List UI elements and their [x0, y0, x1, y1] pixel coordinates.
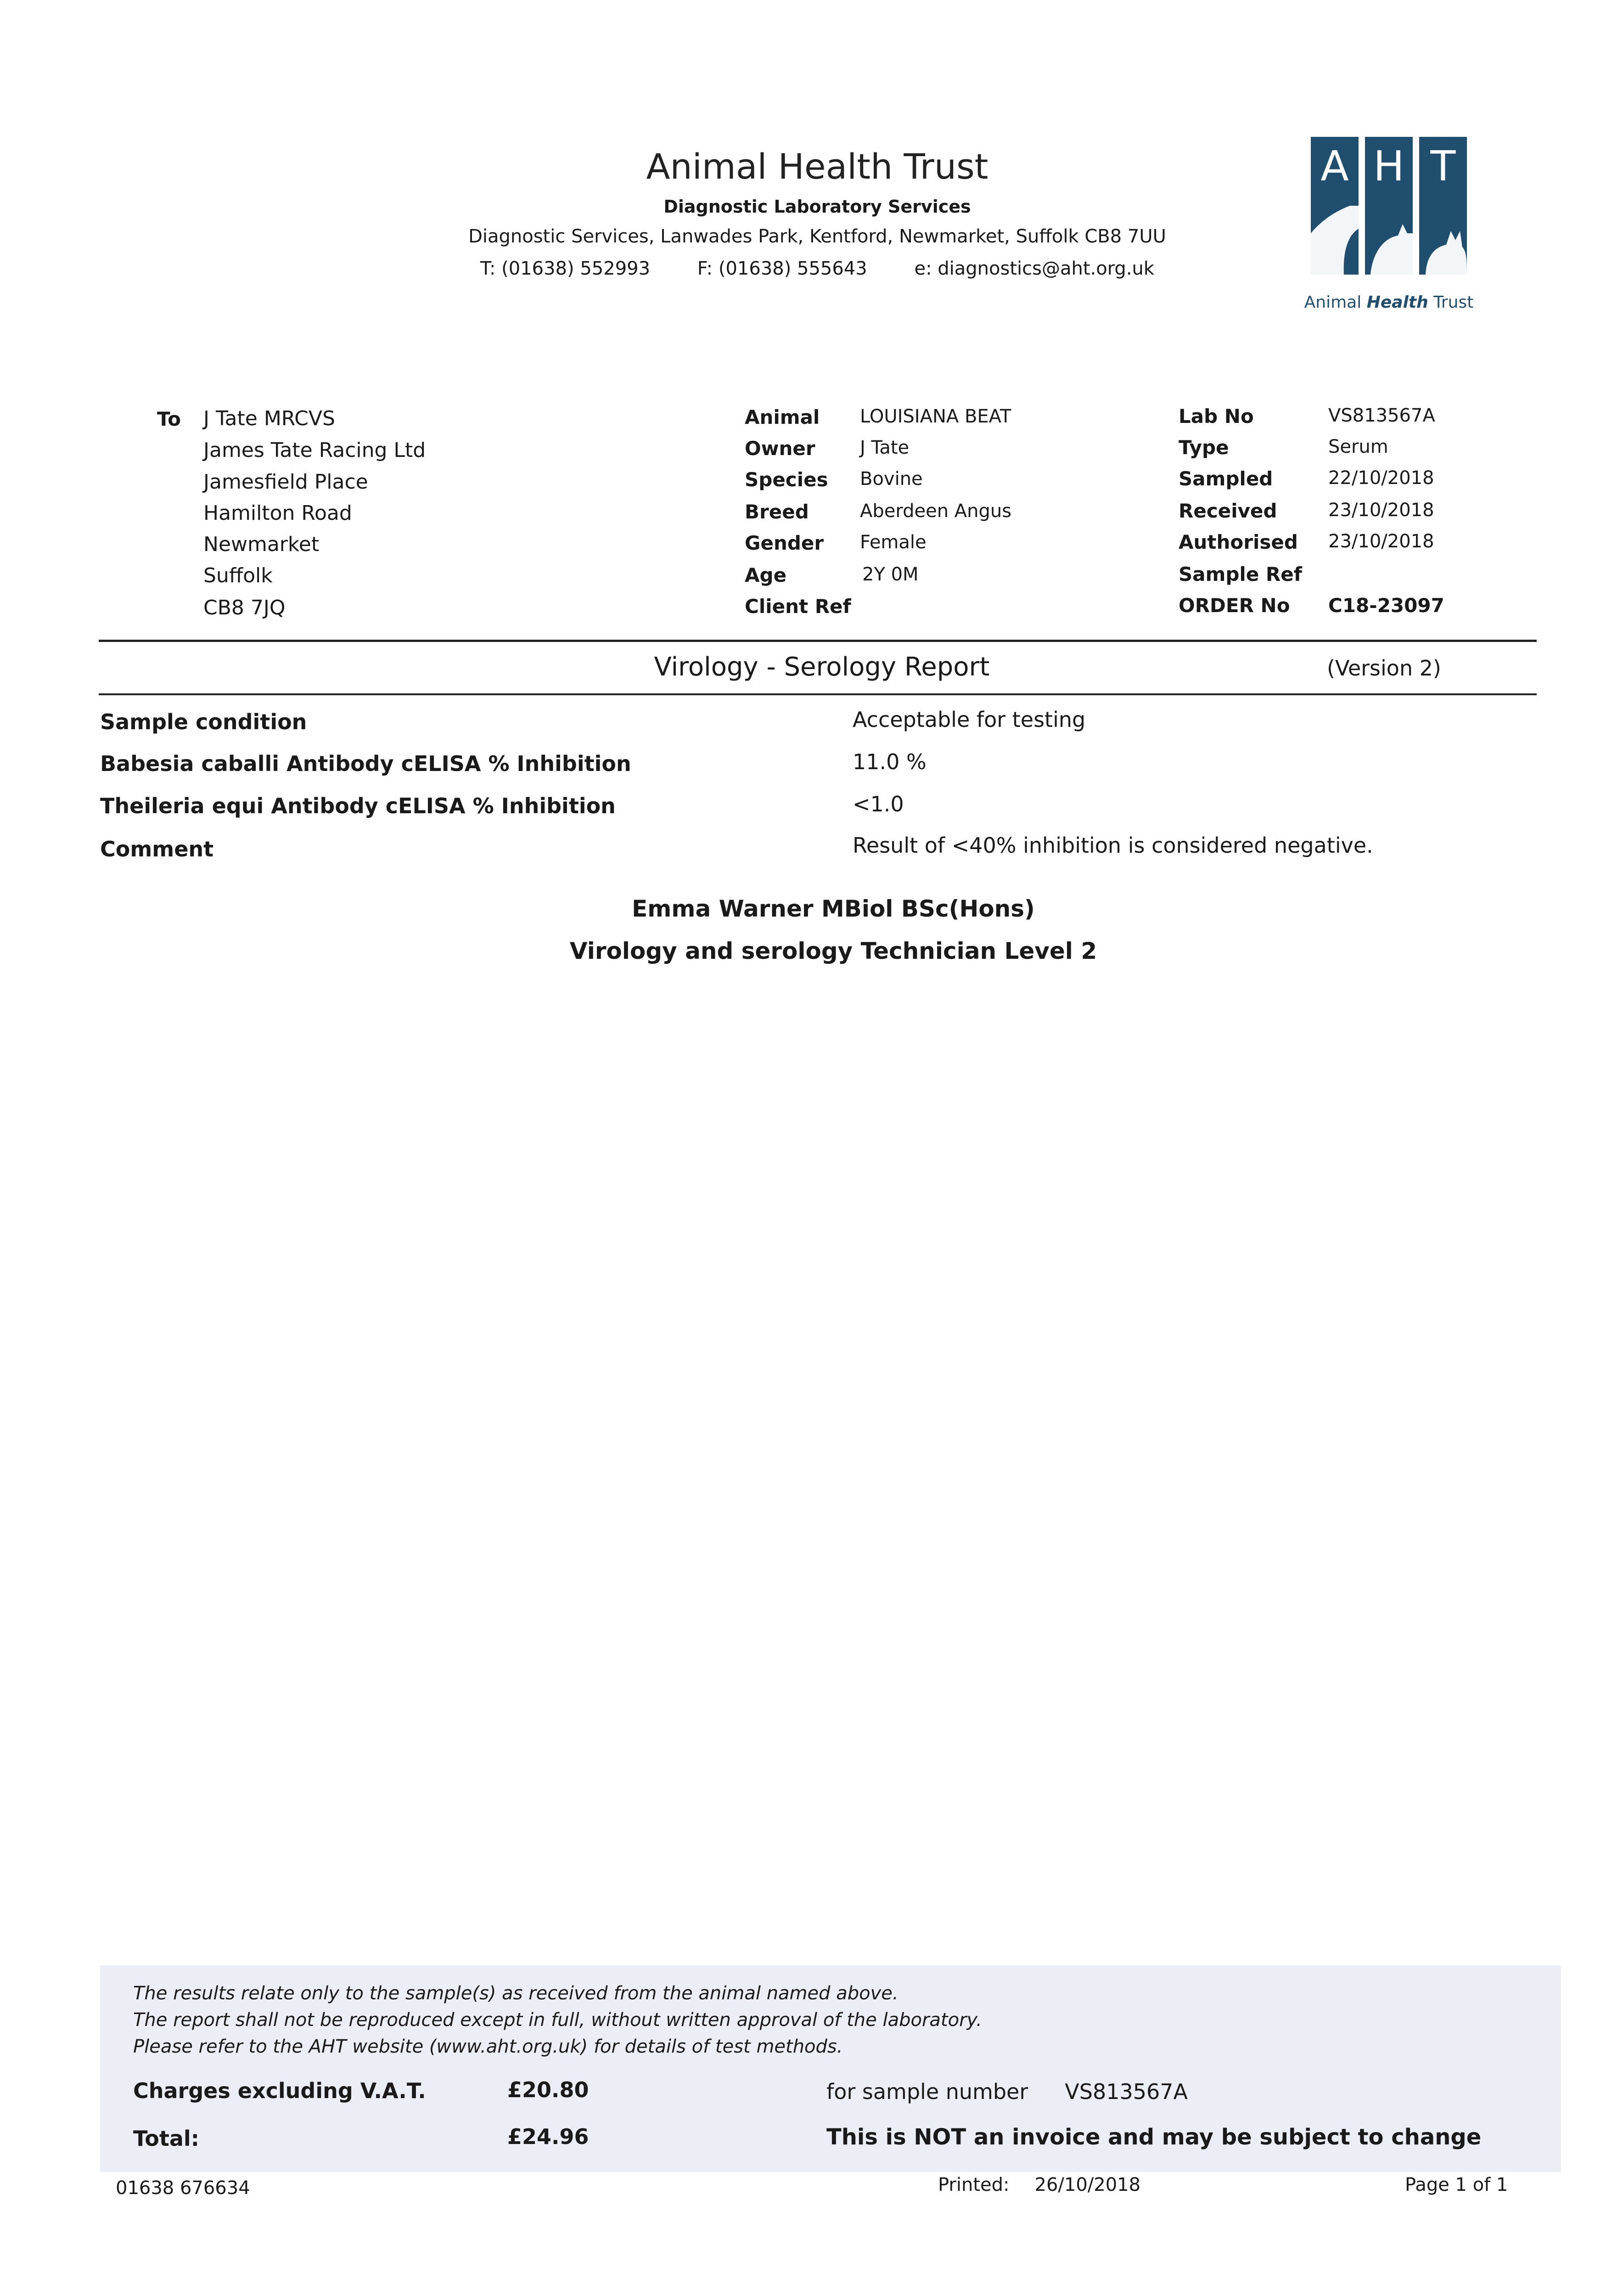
- divider: [99, 693, 1537, 695]
- recipient-line: Suffolk: [203, 564, 273, 587]
- sample-number-value: VS813567A: [1065, 2079, 1188, 2104]
- report-title: Virology - Serology Report: [654, 652, 990, 682]
- organization-address: Diagnostic Services, Lanwades Park, Kentford, Newmarket, Suffolk CB8 7UU: [468, 226, 1166, 247]
- logo-caption: Animal Health Trust: [1304, 293, 1474, 312]
- recipient-line: CB8 7JQ: [203, 596, 286, 619]
- sample-ref-label: Sample Ref: [1179, 563, 1303, 585]
- signatory-title: Virology and serology Technician Level 2: [569, 938, 1097, 964]
- signatory-name: Emma Warner MBiol BSc(Hons): [632, 895, 1035, 922]
- phone-number: T: (01638) 552993: [480, 258, 651, 279]
- for-sample-number: for sample number VS813567A: [826, 2079, 1188, 2104]
- page-number: Page 1 of 1: [1405, 2174, 1508, 2195]
- not-invoice-notice: This is NOT an invoice and may be subject to change: [826, 2124, 1482, 2150]
- type-value: Serum: [1328, 436, 1388, 457]
- result-label: Babesia caballi Antibody cELISA % Inhibition: [100, 751, 631, 776]
- recipient-line: James Tate Racing Ltd: [203, 439, 426, 462]
- printed-date: Printed: 26/10/2018: [938, 2174, 1141, 2195]
- total-value: £24.96: [507, 2124, 589, 2149]
- to-label: To: [157, 408, 181, 430]
- fax-number: F: (01638) 555643: [697, 258, 867, 279]
- email-address[interactable]: e: diagnostics@aht.org.uk: [914, 258, 1155, 279]
- footer-note: The report shall not be reproduced except in full, without written approval of the laboratory.: [133, 2009, 982, 2031]
- total-label: Total:: [133, 2126, 200, 2151]
- owner-value: J Tate: [860, 437, 910, 458]
- animal-value: LOUISIANA BEAT: [860, 406, 1011, 427]
- sampled-value: 22/10/2018: [1328, 467, 1434, 489]
- received-label: Received: [1179, 500, 1277, 522]
- recipient-line: J Tate MRCVS: [203, 407, 335, 430]
- sampled-label: Sampled: [1179, 467, 1273, 490]
- aht-logo: [1311, 137, 1467, 275]
- divider: [99, 640, 1537, 642]
- animal-label: Animal: [745, 406, 820, 428]
- comment-value: Result of <40% inhibition is considered negative.: [853, 833, 1373, 858]
- report-version: (Version 2): [1327, 656, 1441, 681]
- order-no-value: C18-23097: [1328, 594, 1444, 617]
- charges-label: Charges excluding V.A.T.: [133, 2078, 426, 2103]
- authorised-value: 23/10/2018: [1328, 531, 1434, 552]
- footer-phone: 01638 676634: [116, 2178, 250, 2199]
- logo-letter-a: A: [1320, 142, 1349, 191]
- breed-label: Breed: [745, 501, 809, 523]
- footer-note: Please refer to the AHT website (www.aht.org.uk) for details of test methods.: [133, 2036, 843, 2057]
- result-value: 11.0 %: [853, 749, 927, 774]
- species-label: Species: [745, 468, 828, 491]
- gender-value: Female: [860, 532, 927, 553]
- organization-subtitle: Diagnostic Laboratory Services: [663, 197, 971, 217]
- organization-name: Animal Health Trust: [646, 146, 988, 187]
- breed-value: Aberdeen Angus: [860, 501, 1012, 522]
- logo-letter-t: T: [1430, 142, 1456, 191]
- result-value: <1.0: [853, 792, 904, 816]
- charges-value: £20.80: [507, 2077, 589, 2102]
- lab-no-label: Lab No: [1179, 405, 1254, 428]
- recipient-line: Hamilton Road: [203, 501, 352, 525]
- footer-note: The results relate only to the sample(s) as received from the animal named above.: [133, 1983, 899, 2004]
- type-label: Type: [1179, 436, 1229, 459]
- recipient-line: Newmarket: [203, 533, 320, 556]
- gender-label: Gender: [745, 532, 824, 554]
- result-label: Theileria equi Antibody cELISA % Inhibition: [100, 793, 616, 818]
- age-label: Age: [745, 564, 787, 586]
- client-ref-label: Client Ref: [745, 595, 851, 618]
- received-value: 23/10/2018: [1328, 500, 1434, 521]
- recipient-line: Jamesfield Place: [203, 470, 368, 494]
- result-value: Acceptable for testing: [853, 707, 1086, 732]
- owner-label: Owner: [745, 437, 815, 460]
- age-value: 2Y 0M: [862, 564, 919, 585]
- order-no-label: ORDER No: [1179, 594, 1290, 617]
- logo-letter-h: H: [1373, 142, 1404, 191]
- species-value: Bovine: [860, 468, 923, 490]
- lab-no-value: VS813567A: [1328, 405, 1435, 426]
- authorised-label: Authorised: [1179, 531, 1298, 553]
- comment-label: Comment: [100, 837, 214, 861]
- result-label: Sample condition: [100, 709, 307, 734]
